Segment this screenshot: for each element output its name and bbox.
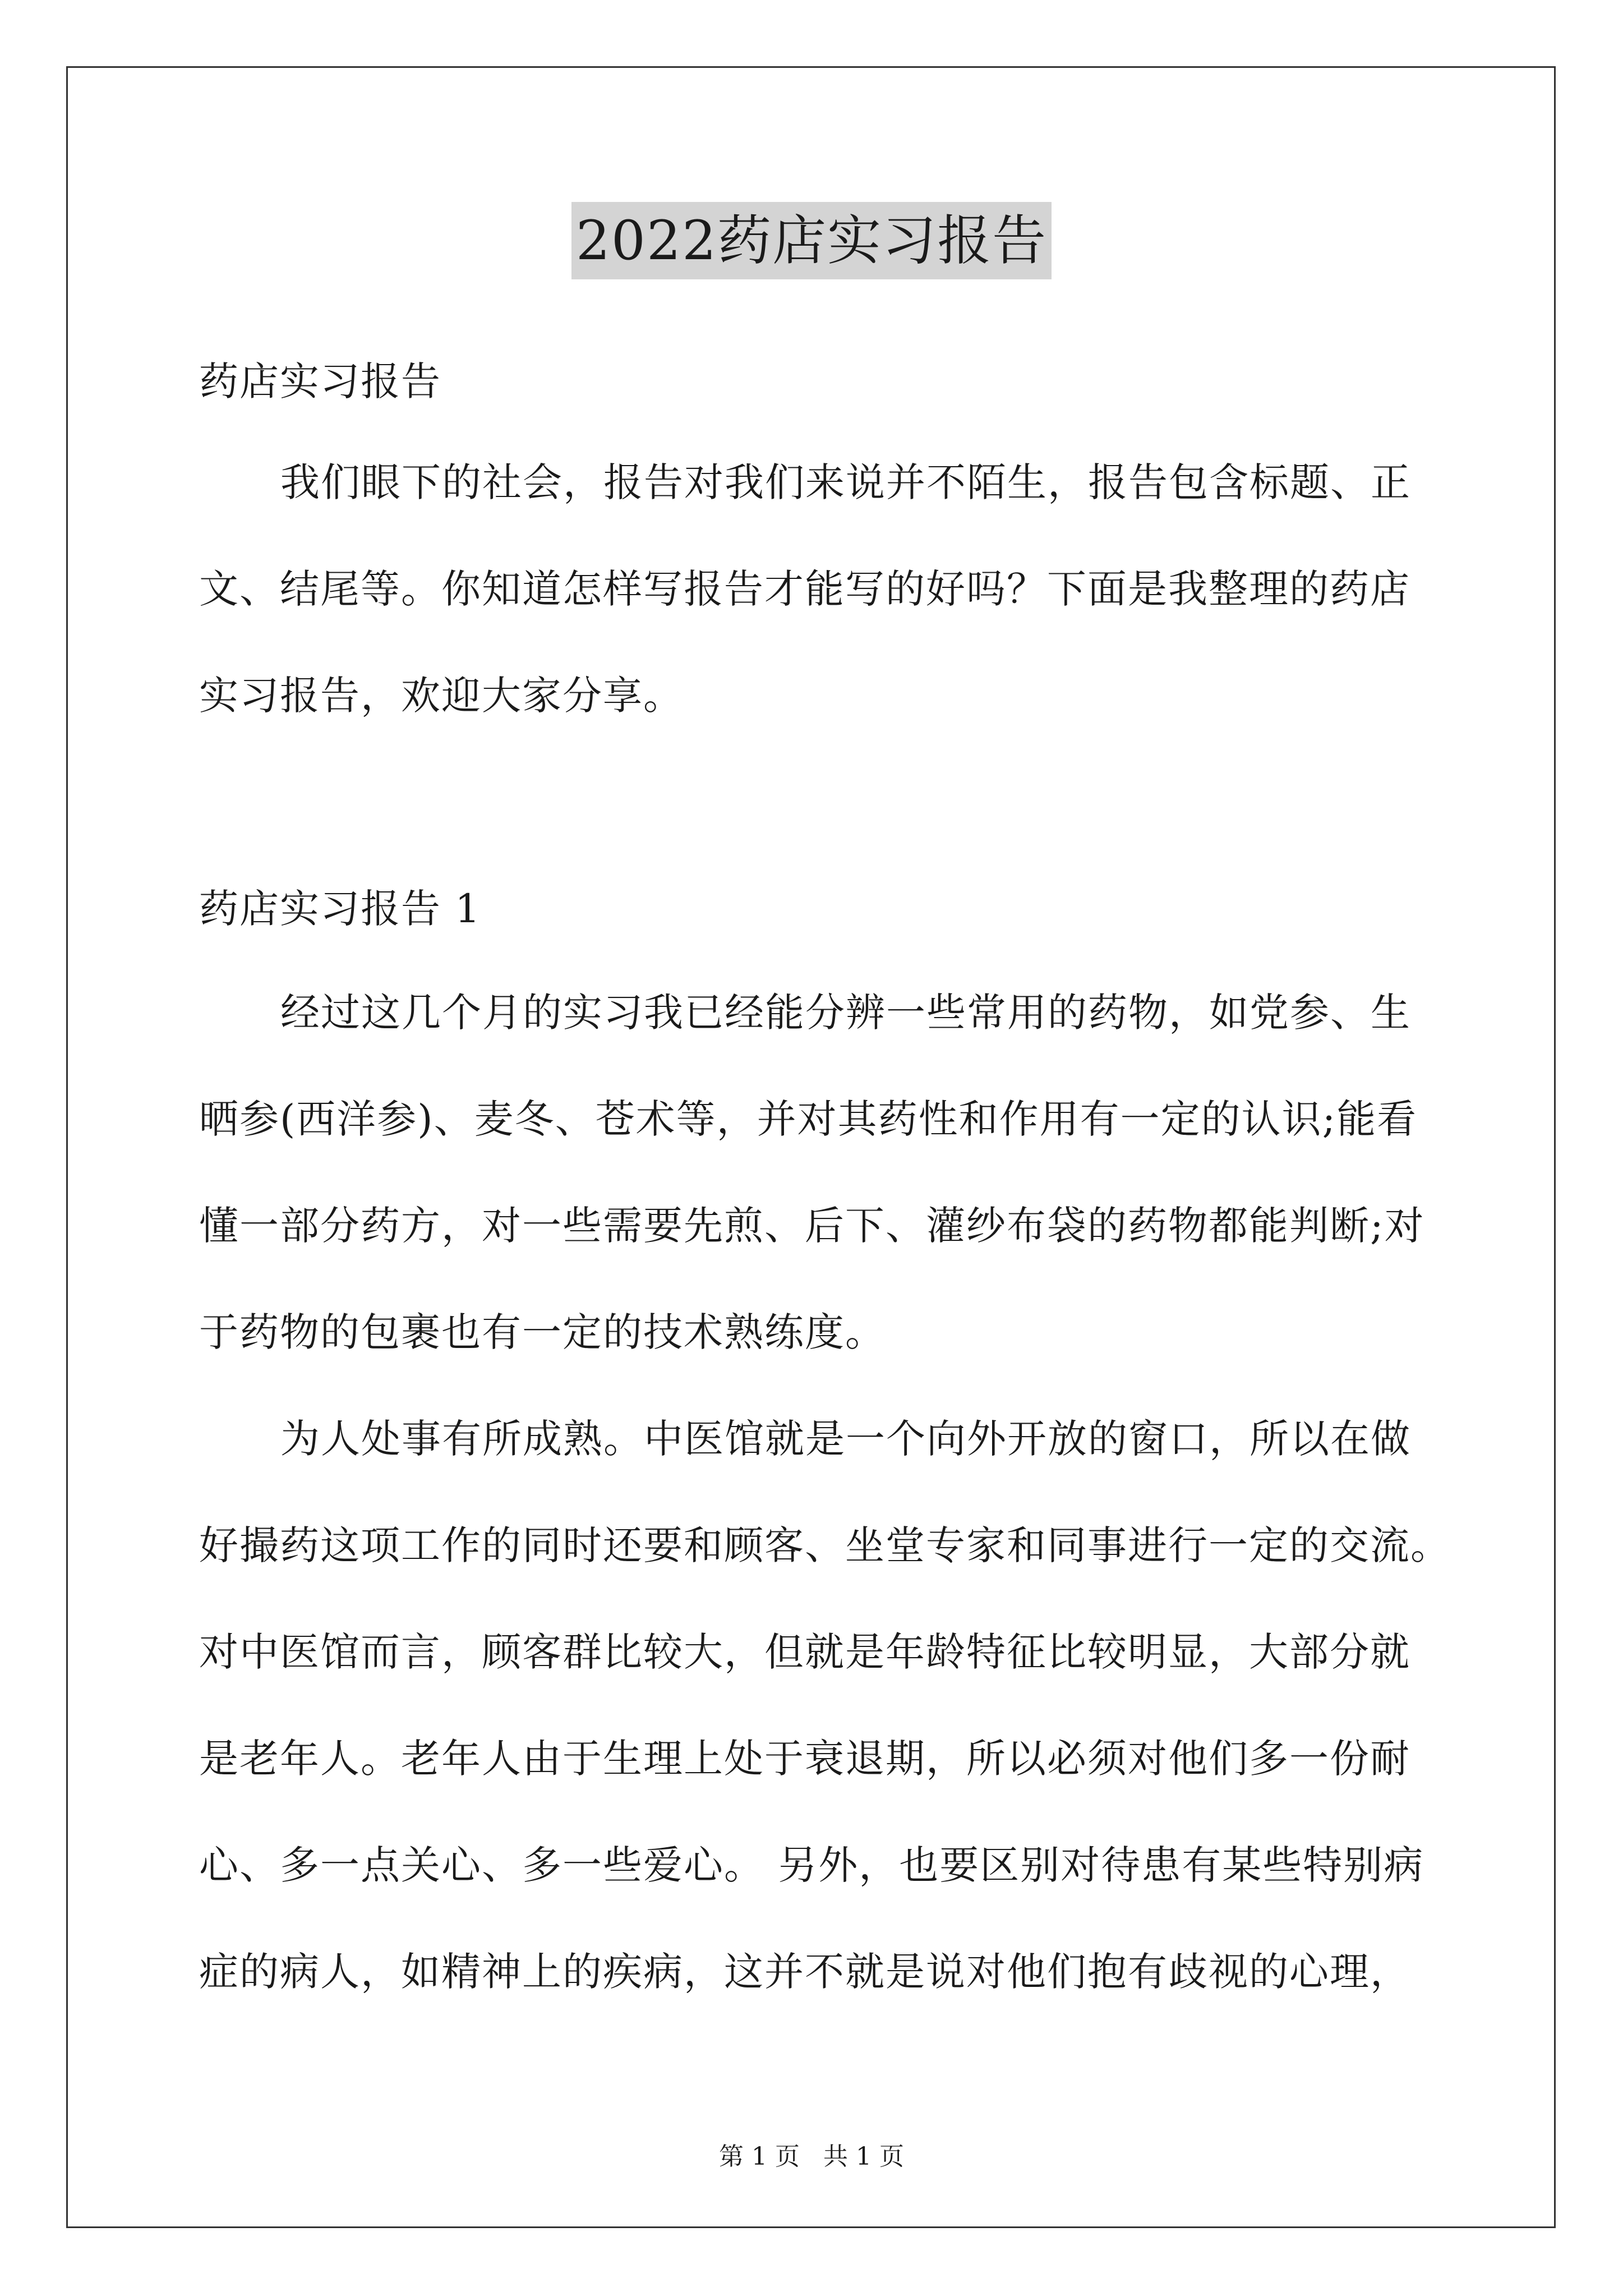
paragraph-line: 经过这几个月的实习我已经能分辨一些常用的药物，如党参、生 [280,990,1411,1036]
paragraph-line: 于药物的包裹也有一定的技术熟练度。 [199,1309,886,1355]
paragraph-line: 对中医馆而言，顾客群比较大，但就是年龄特征比较明显，大部分就 [199,1629,1410,1675]
page-number: 第 1 页 [719,2142,800,2171]
document-title: 2022药店实习报告 [571,202,1052,279]
paragraph-line: 懂一部分药方，对一些需要先煎、后下、灌纱布袋的药物都能判断;对 [199,1203,1425,1249]
page-footer [0,2140,1623,2174]
section-heading: 药店实习报告 1 [199,886,481,932]
paragraph-line: 心、多一点关心、多一些爱心。 另外，也要区别对待患有某些特别病 [199,1842,1424,1888]
intro-line: 实习报告，欢迎大家分享。 [199,673,684,719]
intro-line: 我们眼下的社会，报告对我们来说并不陌生，报告包含标题、正 [280,459,1411,505]
title-container [0,202,1623,279]
paragraph-line: 晒参(西洋参)、麦冬、苍术等，并对其药性和作用有一定的认识;能看 [199,1096,1418,1142]
paragraph-line: 是老年人。老年人由于生理上处于衰退期，所以必须对他们多一份耐 [199,1736,1410,1782]
paragraph-line: 为人处事有所成熟。中医馆就是一个向外开放的窗口，所以在做 [280,1416,1411,1462]
page-total: 共 1 页 [823,2142,904,2171]
paragraph-line: 好撮药这项工作的同时还要和顾客、坐堂专家和同事进行一定的交流。 [199,1522,1451,1568]
intro-heading: 药店实习报告 [199,358,441,404]
intro-line: 文、结尾等。你知道怎样写报告才能写的好吗？下面是我整理的药店 [199,566,1410,612]
paragraph-line: 症的病人，如精神上的疾病，这并不就是说对他们抱有歧视的心理， [199,1949,1410,1995]
